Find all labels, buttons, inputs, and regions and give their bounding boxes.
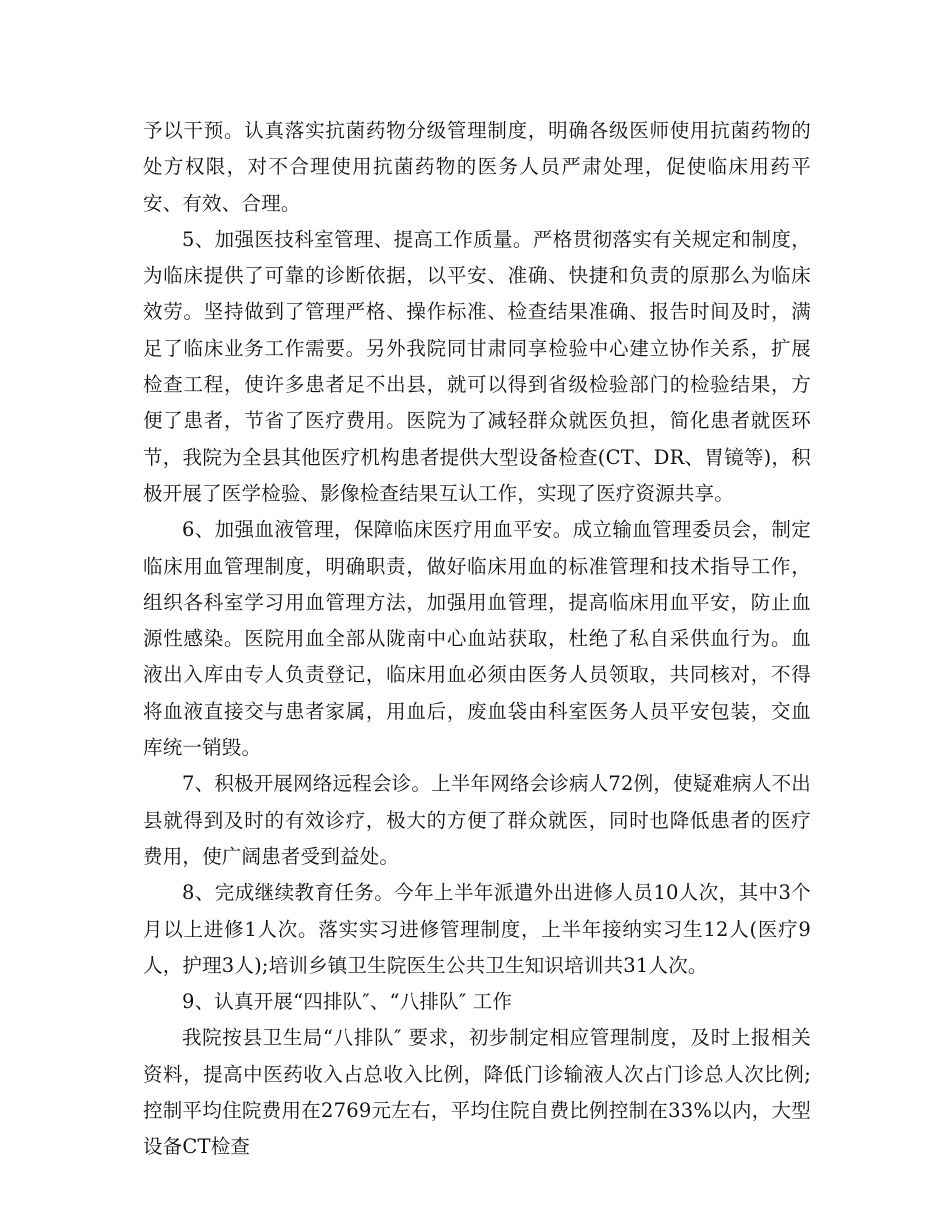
paragraph-item-8-continuing-education: 8、完成继续教育任务。今年上半年派遣外出进修人员10人次，其中3个月以上进修1人次。落实实习进修管理制度，上半年接纳实习生12人(医疗9人，护理3人);培训乡镇卫生院医生公共卫生知识培训共31人次。 [143,881,811,977]
paragraph-item-6-blood-management: 6、加强血液管理，保障临床医疗用血平安。成立输血管理委员会，制定临床用血管理制度，明确职责，做好临床用血的标准管理和技术指导工作，组织各科室学习用血管理方法，加强用血管理，提高临床用血平安，防止血源性感染。医院用血全部从陇南中心血站获取，杜绝了私自采供血行为。血液出入库由专人负责登记，临床用血必须由医务人员领取，共同核对，不得将血液直接交与患者家属，用血后，废血袋由科室医务人员平安包装，交血库统一销毁。 [143,518,811,760]
document-body [143,113,811,1166]
paragraph-item-5-medical-tech-management: 5、加强医技科室管理、提高工作质量。严格贯彻落实有关规定和制度，为临床提供了可靠的诊断依据，以平安、准确、快捷和负责的原那么为临床效劳。坚持做到了管理严格、操作标准、检查结果准确、报告时间及时，满足了临床业务工作需要。另外我院同甘肃同享检验中心建立协作关系，扩展检查工程，使许多患者足不出县，就可以得到省级检验部门的检验结果，方便了患者，节省了医疗费用。医院为了减轻群众就医负担，简化患者就医环节，我院为全县其他医疗机构患者提供大型设备检查(CT、DR、胃镜等)，积极开展了医学检验、影像检查结果互认工作，实现了医疗资源共享。 [143,227,811,505]
paragraph-item-9-body: 我院按县卫生局“八排队″ 要求，初步制定相应管理制度，及时上报相关资料，提高中医药收入占总收入比例，降低门诊输液人次占门诊总人次比例;控制平均住院费用在2769元左右，平均住院自费比例控制在33%以内，大型设备CT检查 [143,1026,811,1159]
paragraph-item-9-heading: 9、认真开展“四排队″、“八排队″ 工作 [182,990,513,1014]
paragraph-item-7-remote-consultation: 7、积极开展网络远程会诊。上半年网络会诊病人72例，使疑难病人不出县就得到及时的有效诊疗，极大的方便了群众就医，同时也降低患者的医疗费用，使广阔患者受到益处。 [143,772,811,868]
paragraph-continuation: 予以干预。认真落实抗菌药物分级管理制度，明确各级医师使用抗菌药物的处方权限，对不合理使用抗菌药物的医务人员严肃处理，促使临床用药平安、有效、合理。 [143,119,811,215]
